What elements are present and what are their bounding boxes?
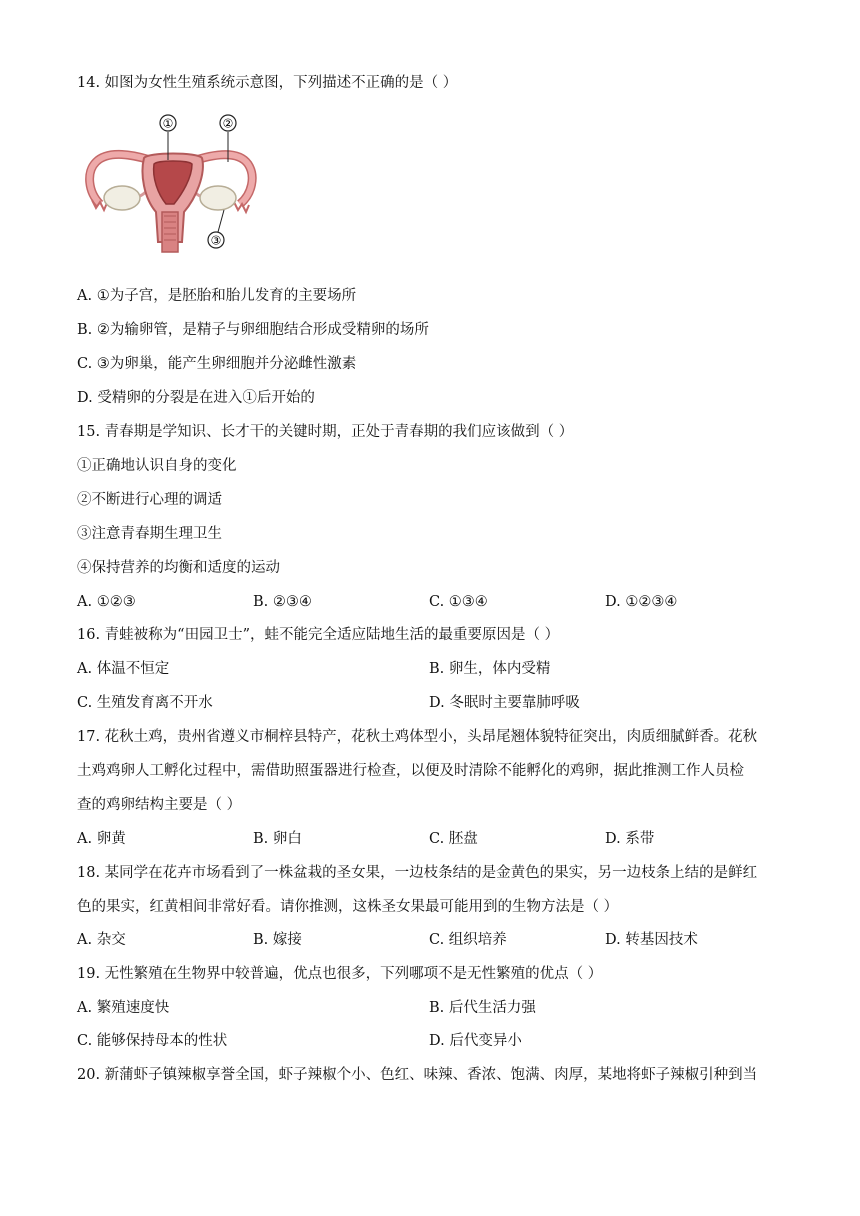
q19-option-b: B. 后代生活力强 [429,1000,536,1016]
q15-option-d: D. ①②③④ [605,594,678,610]
q17-option-b: B. 卵白 [253,831,302,847]
q15-item-2: ②不断进行心理的调适 [77,492,222,508]
q17-option-d: D. 系带 [605,831,655,847]
q18-option-a: A. 杂交 [77,932,126,948]
q18-option-b: B. 嫁接 [253,932,302,948]
q15-option-c: C. ①③④ [429,594,488,610]
q17-stem-line-2: 土鸡鸡卵人工孵化过程中，需借助照蛋器进行检查，以便及时清除不能孵化的鸡卵，据此推测工作人员检 [77,763,744,779]
q17-stem-line-1: 17. 花秋土鸡，贵州省遵义市桐梓县特产，花秋土鸡体型小，头昂尾翘体貌特征突出，肉质细腻鲜香。花秋 [77,729,758,745]
q17-option-c: C. 胚盘 [429,831,478,847]
q16-option-a: A. 体温不恒定 [77,661,170,677]
q17-option-a: A. 卵黄 [77,831,126,847]
figure-label-2: ② [222,116,234,131]
q15-item-1: ①正确地认识自身的变化 [77,458,237,474]
q14-option-b: B. ②为输卵管，是精子与卵细胞结合形成受精卵的场所 [77,322,429,338]
q16-option-d: D. 冬眠时主要靠肺呼吸 [429,695,580,711]
q16-stem: 16. 青蛙被称为“田园卫士”，蛙不能完全适应陆地生活的最重要原因是（ ） [77,627,560,643]
q14-option-a: A. ①为子宫，是胚胎和胎儿发育的主要场所 [77,288,357,304]
q16-option-c: C. 生殖发育离不开水 [77,695,213,711]
q18-option-c: C. 组织培养 [429,932,507,948]
q19-option-c: C. 能够保持母本的性状 [77,1033,228,1049]
q20-stem: 20. 新蒲虾子镇辣椒享誉全国，虾子辣椒个小、色红、味辣、香浓、饱满、肉厚，某地将虾子辣椒引种到当 [77,1067,758,1083]
q19-option-d: D. 后代变异小 [429,1033,522,1049]
q14-stem: 14. 如图为女性生殖系统示意图，下列描述不正确的是（ ） [77,75,458,91]
q14-option-c: C. ③为卵巢，能产生卵细胞并分泌雌性激素 [77,356,357,372]
figure-label-3: ③ [210,233,222,248]
q15-stem: 15. 青春期是学知识、长才干的关键时期，正处于青春期的我们应该做到（ ） [77,424,574,440]
figure-label-1: ① [162,116,174,131]
q18-option-d: D. 转基因技术 [605,932,698,948]
q15-option-a: A. ①②③ [77,594,136,610]
reproductive-system-diagram [78,112,258,268]
q15-option-b: B. ②③④ [253,594,312,610]
q17-stem-line-3: 查的鸡卵结构主要是（ ） [77,797,242,813]
q16-option-b: B. 卵生，体内受精 [429,661,551,677]
q19-option-a: A. 繁殖速度快 [77,1000,170,1016]
q15-item-3: ③注意青春期生理卫生 [77,526,222,542]
q14-option-d: D. 受精卵的分裂是在进入①后开始的 [77,390,315,406]
q18-stem-line-1: 18. 某同学在花卉市场看到了一株盆栽的圣女果，一边枝条结的是金黄色的果实，另一边枝条上结的是鲜红 [77,865,758,881]
q18-stem-line-2: 色的果实，红黄相间非常好看。请你推测，这株圣女果最可能用到的生物方法是（ ） [77,899,619,915]
q19-stem: 19. 无性繁殖在生物界中较普遍，优点也很多，下列哪项不是无性繁殖的优点（ ） [77,966,603,982]
q15-item-4: ④保持营养的均衡和适度的运动 [77,560,280,576]
